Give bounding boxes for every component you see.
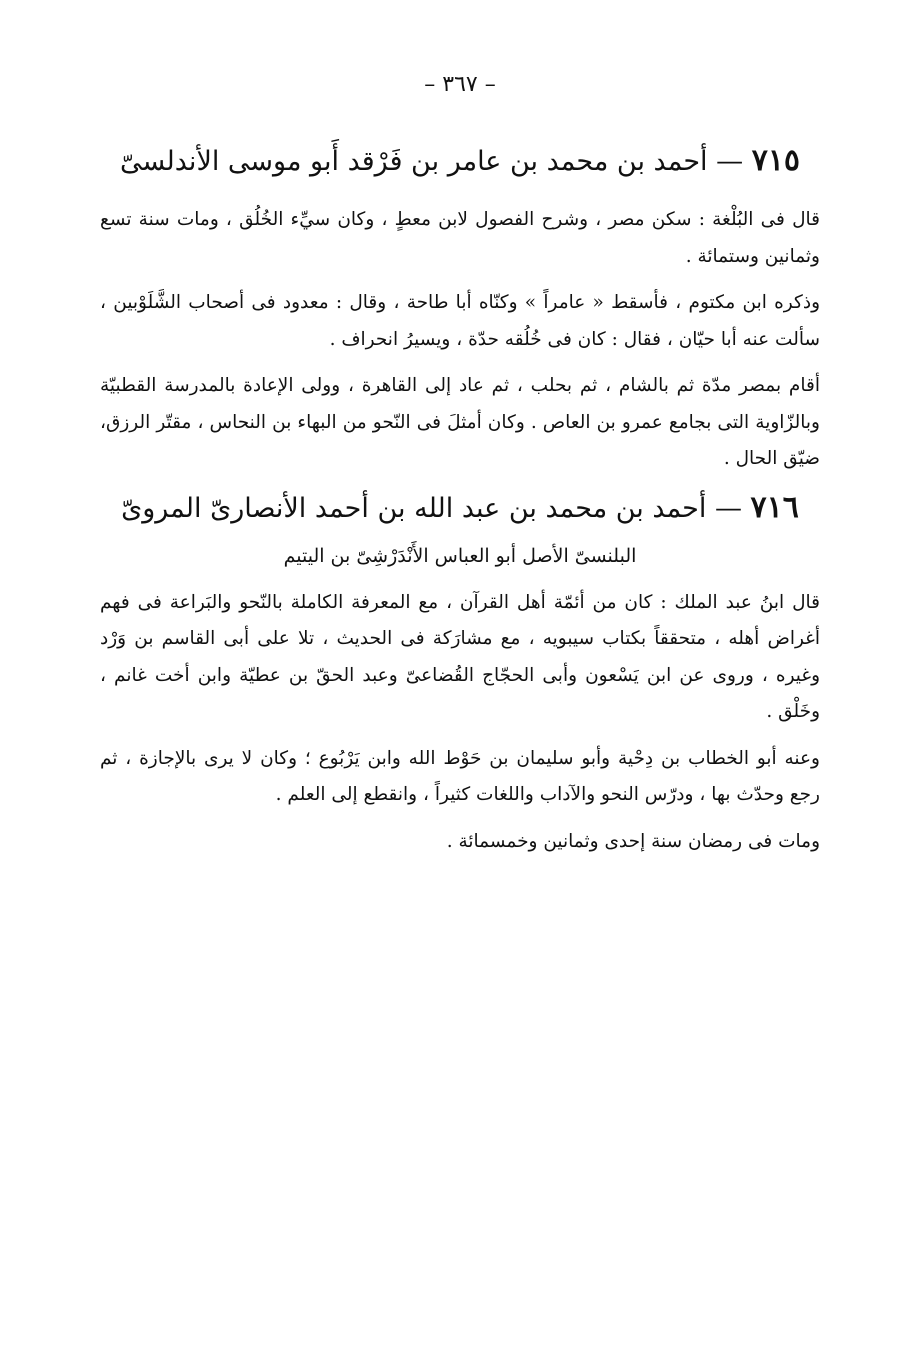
page-number: – ٣٦٧ – [424, 72, 496, 97]
book-page [100, 60, 820, 860]
entry-716-paragraph-1: قال ابنُ عبد الملك : كان من أئمّة أهل القرآن ، مع المعرفة الكاملة بالنّحو والبَراعة فى فهم أغراض أهله ، متحققاً بكتاب سيبويه ، مع مشارَكة فى الحديث ، تلا على أبى القاسم بن وَرْد وغيره ، وروى عن ابن يَسْعون وأبى الحجّاج القُضاعىّ وعبد الحقّ بن عطيّة وابن أخت غانم ، وخَلْق . [100, 591, 820, 722]
entry-715-heading [100, 141, 820, 182]
entry-716-last-line: ومات فى رمضان سنة إحدى وثمانين وخمسمائة . [446, 830, 820, 852]
entry-716-number: ٧١٦ [750, 489, 799, 525]
entry-715-title: — أحمد بن محمد بن عامر بن فَرْقد أَبو موسى الأندلسىّ [119, 146, 744, 177]
entry-715-paragraph-2: وذكره ابن مكتوم ، فأسقط « عامراً » وكنّاه أبا طاحة ، وقال : معدود فى أصحاب الشَّلَوْبين ، سألت عنه أبا حيّان ، فقال : كان فى خُلُقه حدّة ، ويسيرُ انحراف . [100, 292, 820, 350]
entry-716-paragraph-2: وعنه أبو الخطاب بن دِحْية وأبو سليمان بن حَوْط الله وابن يَرْبُوع ؛ وكان لا يرى بالإجازة ، ثم رجع وحدّث بها ، ودرّس النحو والآداب واللغات كثيراً ، وانقطع إلى العلم . [100, 747, 820, 805]
entry-715-number: ٧١٥ [751, 143, 801, 178]
entry-716-title: — أحمد بن محمد بن عبد الله بن أحمد الأنصارىّ المروىّ [121, 492, 742, 524]
entry-716-heading [100, 488, 820, 529]
entry-715-paragraph-1: قال فى البُلْغة : سكن مصر ، وشرح الفصول لابن معطٍ ، وكان سيِّء الخُلُق ، ومات سنة تسع وثمانين وستمائة . [100, 209, 820, 267]
entry-715-paragraph-3: أقام بمصر مدّة ثم بالشام ، ثم بحلب ، ثم عاد إلى القاهرة ، وولى الإعادة بالمدرسة القطبيّة وبالزّاوية التى بجامع عمرو بن العاص . وكان أمثلَ فى النّحو من البهاء بن النحاس ، مقتّر الرزق، ضيّق الحال . [100, 375, 820, 469]
entry-716-subtitle: البلنسىّ الأصل أبو العباس الأَنْدَرْشِىّ بن اليتيم [283, 544, 637, 567]
